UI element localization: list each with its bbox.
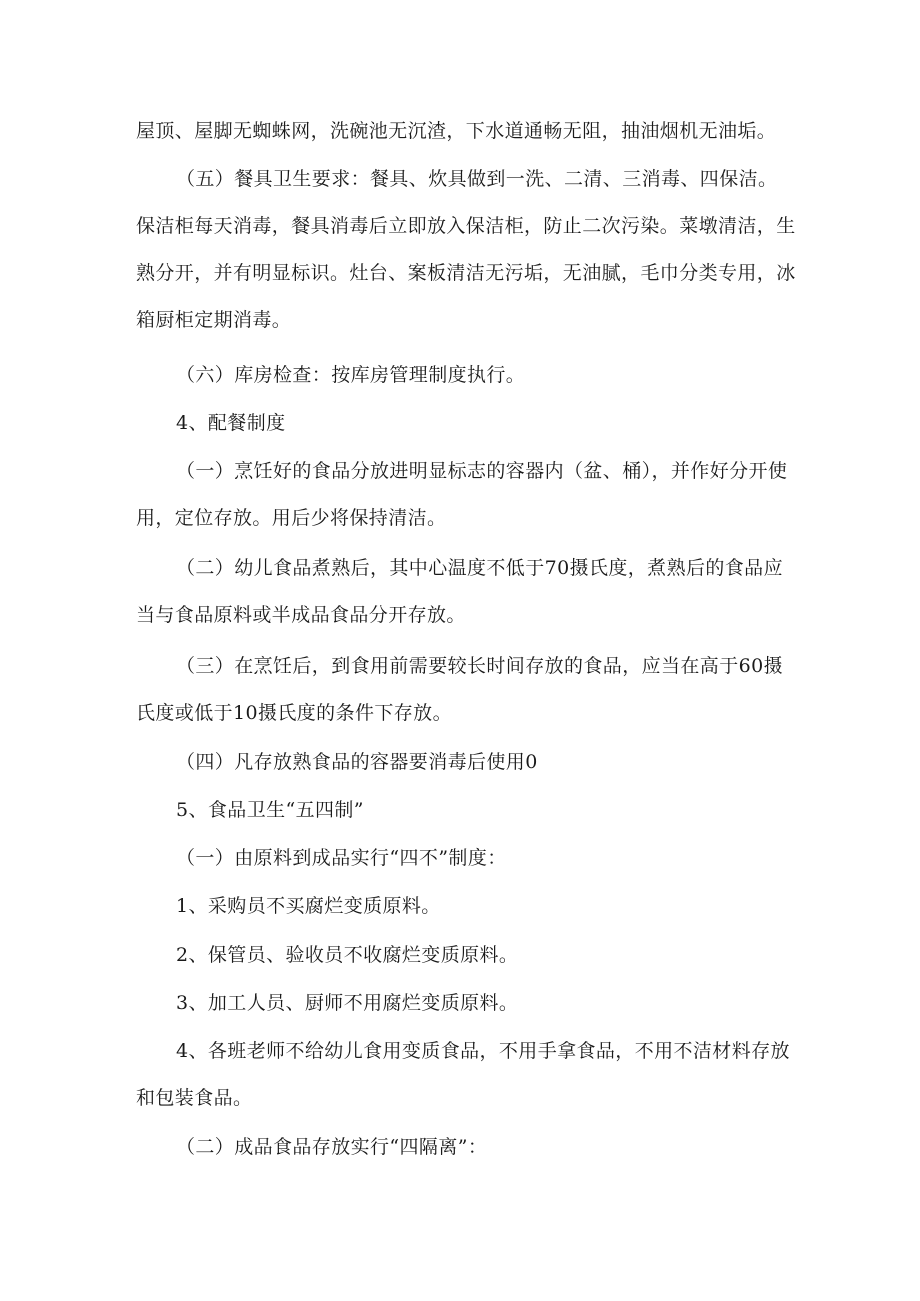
paragraph-four-isolations: （二）成品食品存放实行“四隔离”：: [176, 1136, 488, 1158]
section-heading-meal-distribution: 4、配餐制度: [176, 412, 286, 434]
list-item-keeper: 2、保管员、验收员不收腐烂变质原料。: [176, 944, 519, 966]
list-item-cook: 3、加工人员、厨师不用腐烂变质原料。: [176, 992, 519, 1014]
paragraph-container-disinfection: （四）凡存放熟食品的容器要消毒后使用0: [176, 751, 538, 773]
paragraph-kitchen-cleanliness: 屋顶、屋脚无蜘蛛网，洗碗池无沉渣，下水道通畅无阻，抽油烟机无油垢。: [136, 120, 777, 142]
paragraph-four-nos: （一）由原料到成品实行“四不”制度：: [176, 847, 507, 869]
paragraph-storeroom-check: （六）库房检查：按库房管理制度执行。: [176, 364, 526, 386]
paragraph-cooking-temperature: （二）幼儿食品煮熟后，其中心温度不低于70摄氏度，煮熟后的食品应当与食品原料或半成品食品分开存放。: [136, 557, 783, 626]
paragraph-container-labeling: （一）烹饪好的食品分放进明显标志的容器内（盆、桶），并作好分开使用，定位存放。用后少将保持清洁。: [136, 460, 788, 529]
section-heading-five-four-system: 5、食品卫生“五四制”: [176, 799, 364, 821]
paragraph-tableware-hygiene: （五）餐具卫生要求：餐具、炊具做到一洗、二清、三消毒、四保洁。保洁柜每天消毒，餐具消毒后立即放入保洁柜，防止二次污染。菜墩清洁，生熟分开，并有明显标识。灶台、案板清洁无污垢，无油腻，毛巾分类专用，冰箱厨柜定期消毒。: [136, 168, 796, 331]
paragraph-storage-temperature: （三）在烹饪后，到食用前需要较长时间存放的食品，应当在高于60摄氏度或低于10摄氏度的条件下存放。: [136, 655, 783, 724]
list-item-teacher: 4、各班老师不给幼儿食用变质食品，不用手拿食品，不用不洁材料存放和包装食品。: [136, 1040, 790, 1109]
list-item-purchaser: 1、采购员不买腐烂变质原料。: [176, 895, 441, 917]
